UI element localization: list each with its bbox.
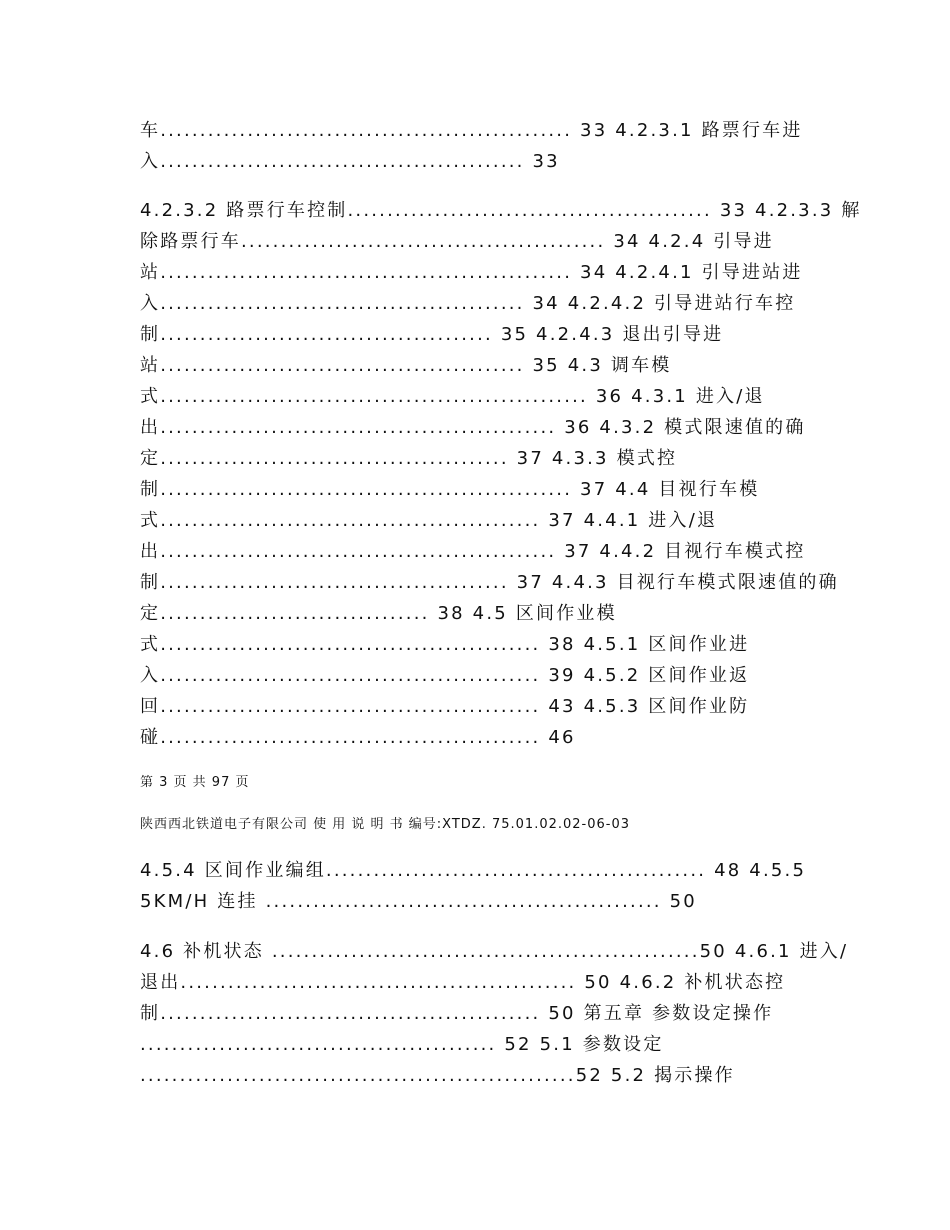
toc-line: 制................................................ 50 第五章 参数设定操作 (140, 1003, 774, 1024)
toc-line: 制............................................ 37 4.4.3 目视行车模式限速值的确 (140, 572, 839, 593)
toc-line: 除路票行车.............................................. 34 4.2.4 引导进 (140, 231, 774, 252)
toc-line: 制.......................................... 35 4.2.4.3 退出引导进 (140, 324, 724, 345)
toc-line: 5KM/H 连挂 .................................................. 50 (140, 891, 697, 912)
toc-line: 车.................................................... 33 4.2.3.1 路票行车进 (140, 120, 803, 141)
toc-line: 定............................................ 37 4.3.3 模式控 (140, 448, 678, 469)
toc-line: 回................................................ 43 4.5.3 区间作业防 (140, 696, 750, 717)
toc-line: .......................................................52 5.2 揭示操作 (140, 1065, 735, 1086)
toc-line: 入.............................................. 33 (140, 151, 560, 172)
toc-line: 制.................................................... 37 4.4 目视行车模 (140, 479, 760, 500)
toc-line: 4.5.4 区间作业编组................................................ 48 4.5.5 (140, 860, 807, 881)
toc-line: 式...................................................... 36 4.3.1 进入/退 (140, 386, 765, 407)
toc-line: 入................................................ 39 4.5.2 区间作业返 (140, 665, 750, 686)
toc-line: 定.................................. 38 4.5 区间作业模 (140, 603, 617, 624)
toc-line: 入.............................................. 34 4.2.4.2 引导进站行车控 (140, 293, 796, 314)
toc-line: ............................................. 52 5.1 参数设定 (140, 1034, 664, 1055)
toc-line: 站.................................................... 34 4.2.4.1 引导进站进 (140, 262, 803, 283)
toc-line: 式................................................ 37 4.4.1 进入/退 (140, 510, 718, 531)
toc-line: 碰................................................ 46 (140, 727, 576, 748)
toc-line: 式................................................ 38 4.5.1 区间作业进 (140, 634, 750, 655)
toc-line: 站.............................................. 35 4.3 调车模 (140, 355, 672, 376)
toc-line: 出.................................................. 36 4.3.2 模式限速值的确 (140, 417, 806, 438)
page-number: 第 3 页 共 97 页 (140, 775, 250, 790)
toc-line: 4.2.3.2 路票行车控制.............................................. 33 4.2.3.3 解 (140, 200, 862, 221)
toc-line: 出.................................................. 37 4.4.2 目视行车模式控 (140, 541, 806, 562)
toc-line: 退出.................................................. 50 4.6.2 补机状态控 (140, 972, 786, 993)
document-header: 陕西西北铁道电子有限公司 使 用 说 明 书 编号:XTDZ. 75.01.02.02-06-03 (140, 817, 631, 832)
toc-line: 4.6 补机状态 ......................................................50 4.6.1 进入/ (140, 941, 849, 962)
